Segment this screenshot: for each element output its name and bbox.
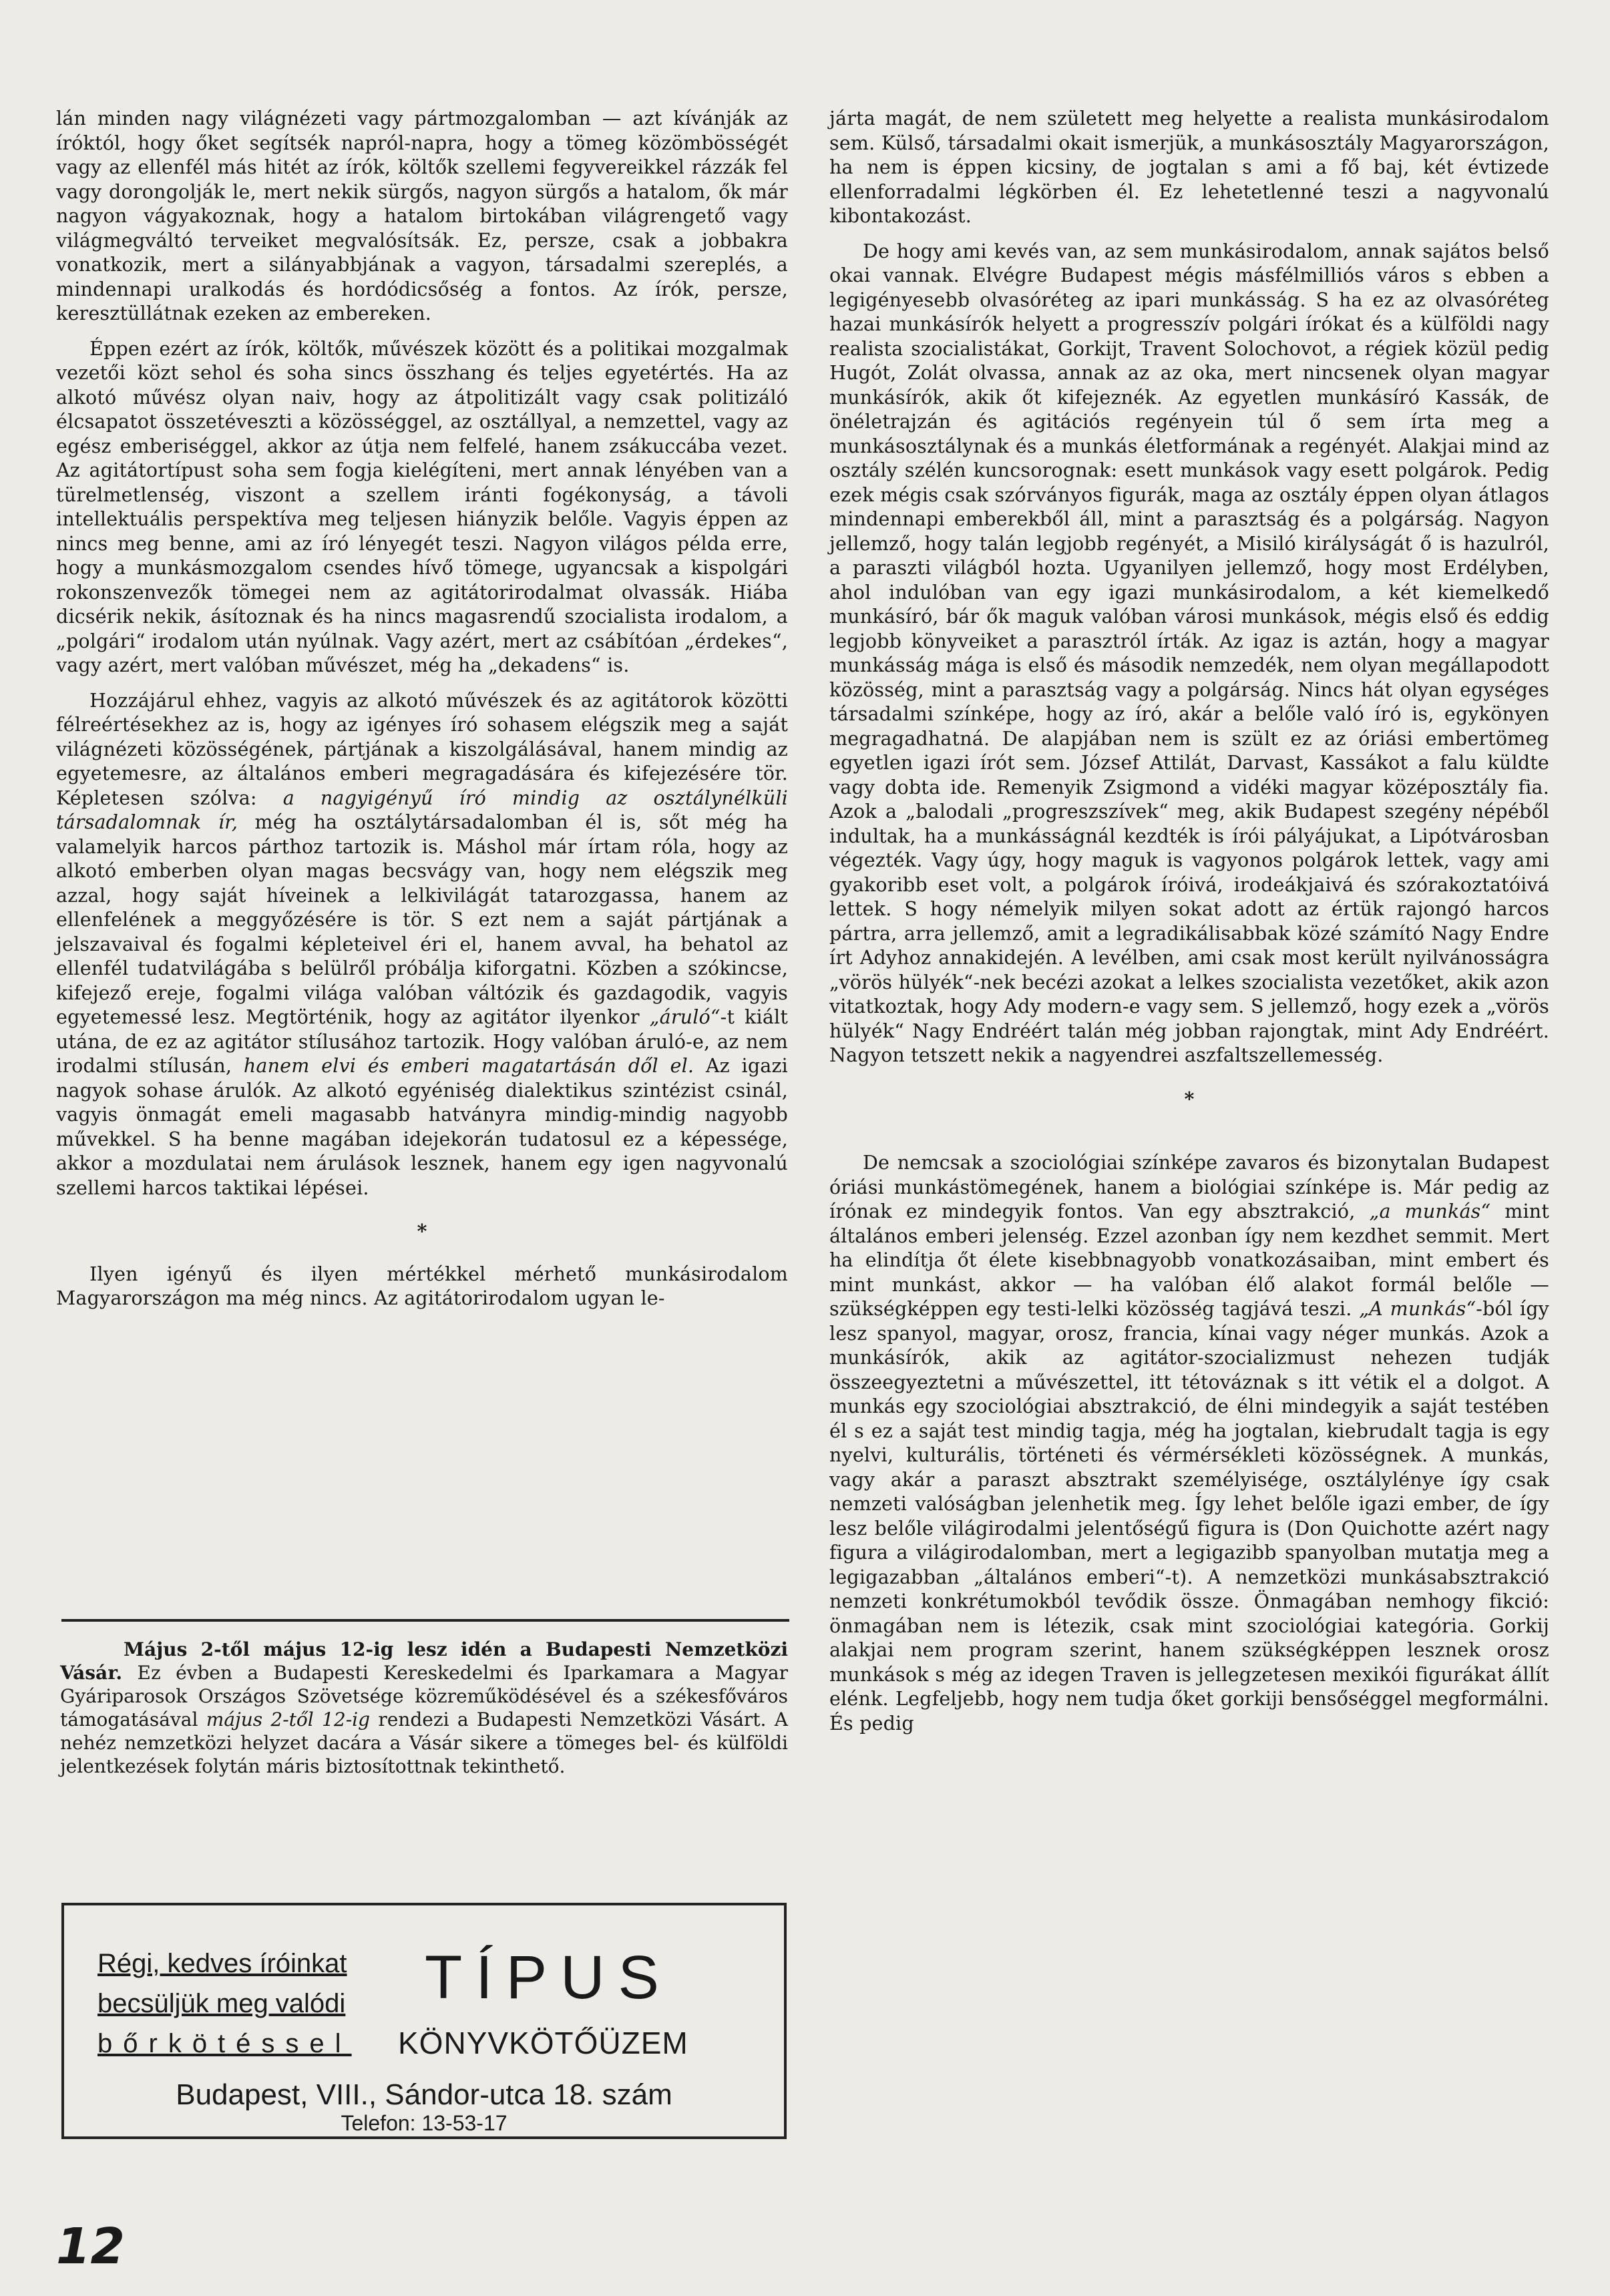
left-paragraph-2: Éppen ezért az írók, költők, művészek között és a politikai mozgalmak vezetői közt sehol és soha sincs összhang és teljes egyetértés. Ha az alkotó művész olyan naiv, hogy az átpolitizált vagy csak politizáló élcsapatot összetéveszti a közösséggel, az osztállyal, a nemzettel, vagy az egész emberiséggel, akkor az útja nem felfelé, hanem zsákuccába vezet. Az agitátortípust soha sem fogja kielégíteni, mert annak lényében van a türelmetlenség, viszont a szellem iránti fogékonyság, a távoli intellektuális perspektíva meg teljesen hiányzik belőle. Vagyis éppen az nincs meg benne, ami az író lényegét teszi. Nagyon világos példa erre, hogy a munkásmozgalom csendes hívő tömege, ugyancsak a kispolgári rokonszenvezők tömegei nem az agitátorirodalmat olvassák. Hiába dicsérik nekik, ásítoznak és ha nincs magasrendű szocialista irodalom, a „polgári“ irodalom után nyúlnak. Vagy azért, mert az csábítóan „érdekes“, vagy azért, mert valóban művészet, még ha „dekadens“ is. [56, 337, 788, 676]
emphasis-traitor: „áruló“ [649, 1006, 721, 1028]
left-paragraph-1: lán minden nagy világnézeti vagy pártmozgalomban — azt kívánják az íróktól, hogy őket segítsék napról-napra, hogy a tömeg közömbösségét vagy az ellenfél más hitét az írók, költők szellemi fegyvereikkel rázzák fel vagy dorongolják le, mert nekik sürgős, nagyon sürgős a hatalom, ők már nagyon vágyakoznak, hogy a hatalom birtokában világrengető vagy világmegváltó terveiket megvalósítsák. Ez, persze, csak a jobbakra vonatkozik, mert a silányabbjának a vagyon, társadalmi szereplés, a mindennapi uralkodás és hordódicsőség a fontos. Az írók, persze, keresztüllátnak ezeken az embereken. [56, 107, 788, 324]
right-paragraph-3: De nemcsak a szociológiai színképe zavaros és bizonytalan Budapest óriási munkástömegének, hanem a biológiai színképe is. Már pedig az írónak ez mindegyik fontos. Van egy absztrakció, „a munkás“ mint általános emberi jelenség. Ezzel azonban így nem kezdhet semmit. Mert ha elindítja őt élete kisebbnagyobb vonatkozásaiban, mint embert és mint munkást, akkor — ha valóban élő alakot formál belőle — szükségképpen egy testi-lelki közösség tagjává teszi. „A munkás“-ból így lesz spanyol, magyar, orosz, francia, kínai vagy néger munkás. Azok a munkásírók, akik az agitátor-szocializmust nehezen tudják összeegyeztetni a művészettel, itt tétováznak s itt vétik el a dolgot. A munkás egy szociológiai absztrakció, de élni mindegyik a saját testében él s ez a saját test mindig tagja, még ha jogtalan, kiebrudalt tagja is egy nyelvi, kulturális, történeti és vérmérsékleti közösségnek. A munkás, vagy akár a paraszt absztrakt személyisége, osztálylénye így csak nemzeti valóságban jelenhetik meg. Így lehet belőle igazi ember, de így lesz belőle világirodalmi jelentőségű figura is (Don Quichotte azért nagy figura a világirodalomban, mert a legigazibb spanyolban mutatja meg a legigazabban „általános emberi“-t). A nemzetközi munkásabsztrakció nemzeti konkrétumokból tevődik össze. Önmagában nemhogy fikció: önmagában nem is létezik, csak mint szociológiai kategória. Gorkij alakjai nem program szerint, hanem szükségképpen lesznek orosz munkások s még az idegen Traven is jellegzetesen mexikói figurákat állít elénk. Legfeljebb, hogy nem tudja őket gorkiji bensőséggel megformálni. És pedig [829, 1152, 1549, 1735]
notice-dates: május 2-től 12-ig [206, 1708, 371, 1731]
ad-slogan-line-1: Régi, kedves íróinkat [97, 1949, 347, 1978]
right-paragraph-1: járta magát, de nem született meg helyette a realista munkásirodalom sem. Külső, társadalmi okait ismerjük, a munkásosztály Magyarországon, ha nem is éppen kicsiny, de jogtalan s ami a fő baj, két évtizede ellenforradalmi légkörben él. Ez lehetetlenné teszi a nagyvonalú kibontakozást. [829, 107, 1549, 227]
fair-notice: Május 2-től május 12-ig lesz idén a Budapesti Nemzetközi Vásár. Ez évben a Budapesti Kereskedelmi és Iparkamara a Magyar Gyáriparosok Országos Szövetsége közreműködésével és a székesfőváros támogatásával május 2-től 12-ig rendezi a Budapesti Nemzetközi Vásárt. A nehéz nemzetközi helyzet dacára a Vásár sikere a tömeges bel- és külföldi jelentkezések folytán máris biztosítottnak tekinthető. [60, 1638, 788, 1777]
ad-brand-name: TÍPUS [425, 1943, 672, 2012]
left-column [56, 107, 788, 1311]
emphasis-the-worker-2: „A munkás“ [1359, 1298, 1476, 1320]
section-separator-right: * [1184, 1087, 1195, 1110]
left-paragraph-3: Hozzájárul ehhez, vagyis az alkotó művészek és az agitátorok közötti félreértésekhez az is, hogy az igényes író sohasem elégszik meg a saját világnézeti közösségének, pártjának a kiszolgálásával, hanem mindig az egyetemesre, az általános emberi megragadására és kifejezésére tör. Képletesen szólva: a nagyigényű író mindig az osztálynélküli társadalomnak ír, még ha osztálytársadalomban él is, sőt még ha valamelyik harcos párthoz tartozik is. Máshol már írtam róla, hogy az alkotó emberben olyan magas becsvágy van, hogy nem elégszik meg azzal, hogy saját híveinek a lelkivilágát tatarozgassa, hanem az ellenfelének a meggyőzésére is tör. S ezt nem a saját pártjának a jelszavaival és fogalmi képleteivel éri el, hanem avval, ha behatol az ellenfél tudatvilágába s belülről próbálja kiforgatni. Közben a szókincse, kifejező ereje, fogalmi világa valóban váltózik és gazdagodik, vagyis egyetemessé lesz. Megtörténik, hogy az agitátor ilyenkor „áruló“-t kiált utána, de ez az agitátor stílusához tartozik. Hogy valóban áruló-e, az nem irodalmi stílusán, hanem elvi és emberi magatartásán dől el. Az igazi nagyok sohase árulók. Az alkotó egyéniség dialektikus szintézist csinál, vagyis önmagát emeli magasabb hatványra mindig-mindig nagyobb művekkel. S ha benne magában idejekorán tudatosul ez a képessége, akkor a mozdulatai nem árulások lesznek, hanem egy igen nagyvonalú szellemi harcos taktikai lépései. [56, 689, 789, 1199]
emphasis-attitude: hanem elvi és emberi magatartásán dől el. [243, 1055, 694, 1077]
left-paragraph-4: Ilyen igényű és ilyen mértékkel mérhető munkásirodalom Magyarországon ma még nincs. Az agitátorirodalom ugyan le- [56, 1262, 788, 1309]
right-paragraph-2: De hogy ami kevés van, az sem munkásirodalom, annak sajátos belső okai vannak. Elvégre Budapest mégis másfélmilliós város s ebben a legigényesebb olvasóréteg az ipari munkásság. S ha ez az olvasóréteg hazai munkásírók helyett a progresszív polgári írókat és a külföldi nagy realista szocialistákat, Gorkijt, Travent Solochovot, a régiek közül pedig Hugót, Zolát olvassa, annak az az oka, mert nincsenek olyan magyar munkásírók, akik őt kifejeznék. Az egyetlen munkásíró Kassák, de önéletrajzán és agitációs regényein túl ő sem írta meg a munkásosztálynak és a munkás életformának a regényét. Alakjai mind az osztály szélén kuncsorognak: esett munkások vagy esett polgárok. Pedig ezek mégis csak szórványos figurák, maga az osztály éppen olyan átlagos mindennapi emberekből áll, mint a parasztság és a polgárság. Nagyon jellemző, hogy talán legjobb regényét, a Misiló királyságát ő is hazulról, a paraszti világból hozta. Ugyanilyen jellemző, hogy most Erdélyben, ahol indulóban van egy igazi munkásirodalom, a két kiemelkedő munkásíró, bár ők maguk valóban városi munkások, mégis első és eddig legjobb könyveiket a parasztról írták. Az igaz is aztán, hogy a magyar munkásság mága is első és második nemzedék, nem olyan megállapodott közösség, mint a parasztság vagy a polgárság. Nincs hát olyan egységes társadalmi színképe, hogy az író, akár a belőle való író is, egykönyen megragadhatná. De alapjában nem is szült ez az óriási embertömeg egyetlen igazi írót sem. József Attilát, Darvast, Kassákot a falu küldte vagy dobta ide. Remenyik Zsigmond a vidéki magyar középosztály fia. Azok a „balodali „progreszszívek“ meg, akik Budapest szegény népéből indultak, ha a munkásságnál kezdték is írói pályájukat, a Lipótvárosban végezték. Vagy úgy, hogy maguk is vagyonos polgárok lettek, vagy ami gyakoribb eset volt, a polgárok íróivá, irodeákjaivá és szórakoztatóivá lettek. S hogy némelyik milyen sokat adott az értük rajongó harcos pártra, arra jellemző, amit a legradikálisabbak közé számító Nagy Endre írt Adyhoz annakidején. A levélben, ami csak most került nyilvánosságra „vörös hülyék“-nek becézi azokat a lelkes szocialista vezetőket, akik azon vitatkoztak, hogy Ady modern-e vagy sem. S jellemző, hogy ezek a „vörös hülyék“ Nagy Endréért talán még jobban rajongtak, mint Ady Endréért. Nagyon tetszett nekik a nagyendrei aszfaltszellemesség. [829, 240, 1549, 1066]
emphasis-classless: a nagyigényű író mindig az osztálynélküli társadalomnak ír, [56, 786, 788, 833]
ad-address: Budapest, VIII., Sándor-utca 18. szám [176, 2078, 672, 2111]
right-column [829, 107, 1549, 1736]
emphasis-the-worker: „a munkás“ [1369, 1200, 1491, 1222]
ad-phone: Telefon: 13-53-17 [341, 2111, 508, 2135]
ad-business-type: KÖNYVKÖTŐÜZEM [398, 2026, 688, 2060]
ad-slogan-line-2: becsüljük meg valódi [97, 1989, 346, 2018]
section-separator-left: * [417, 1220, 427, 1242]
page-number: 12 [56, 2218, 125, 2275]
notice-lead: Május 2-től május 12-ig lesz idén a Budapesti Nemzetközi Vásár. [60, 1638, 788, 1684]
bookbinder-advertisement [61, 1903, 787, 2139]
notice-divider [61, 1619, 789, 1622]
ad-slogan-line-3: bőrkötéssel [97, 2029, 352, 2058]
